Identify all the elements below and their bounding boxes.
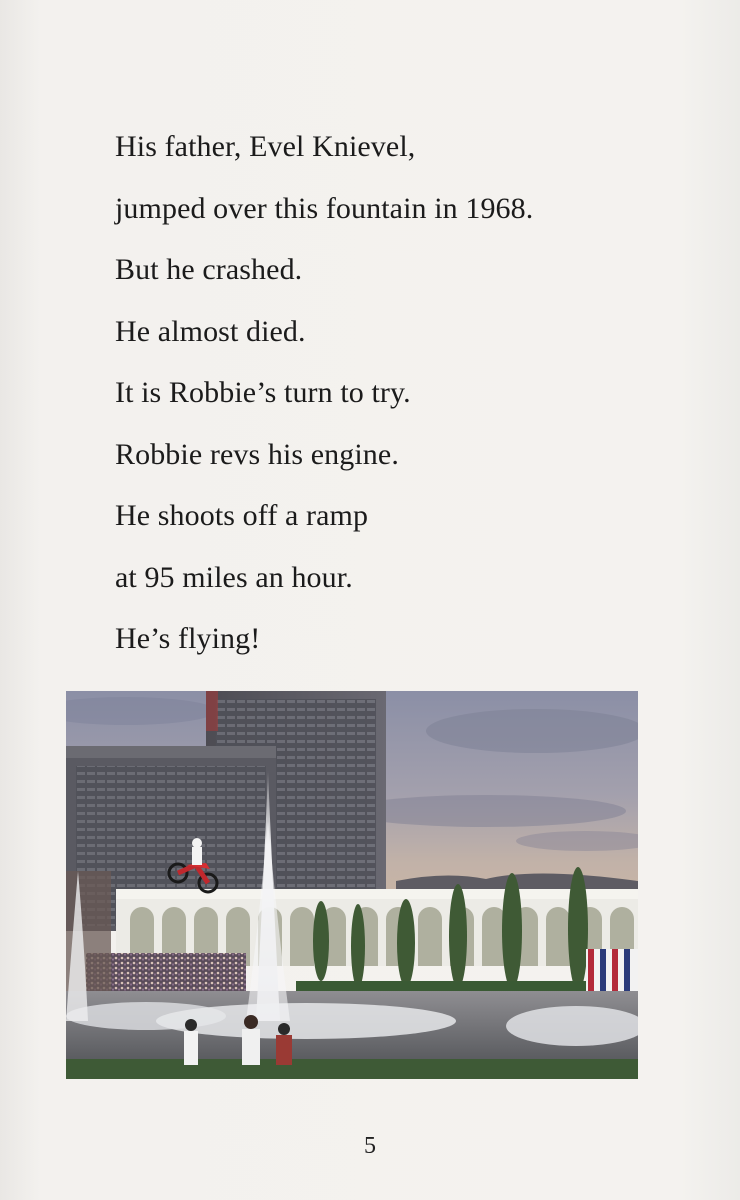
story-text (115, 116, 675, 670)
fountain-jump-photo (66, 691, 638, 1079)
story-line: But he crashed. (115, 253, 303, 286)
story-line: jumped over this fountain in 1968. (115, 191, 534, 225)
story-line: His father, Evel Knievel, (115, 130, 416, 163)
story-line: Robbie revs his engine. (115, 437, 399, 471)
story-line: at 95 miles an hour. (115, 560, 353, 594)
page-number: 5 (364, 1133, 376, 1159)
story-line: He’s flying! (115, 622, 261, 655)
story-line: He shoots off a ramp (115, 499, 369, 532)
story-line: It is Robbie’s turn to try. (115, 376, 411, 409)
story-line: He almost died. (115, 314, 306, 348)
